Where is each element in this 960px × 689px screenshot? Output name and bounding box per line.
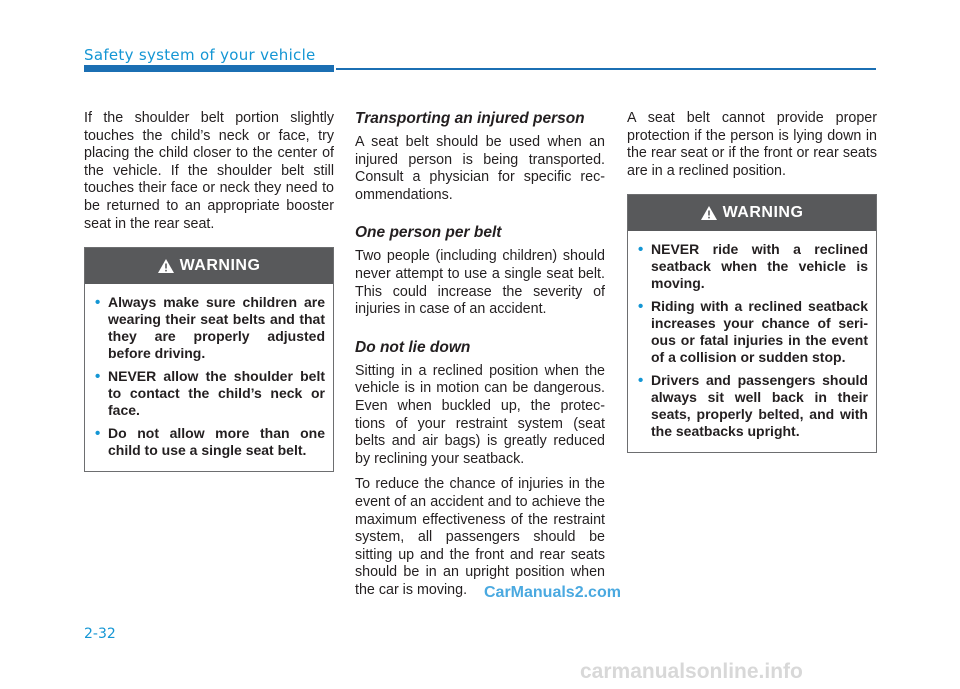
bullet-dot-icon: •: [95, 294, 101, 312]
bullet-dot-icon: •: [638, 241, 644, 259]
watermark-link[interactable]: CarManuals2.com: [484, 584, 621, 601]
bullet-dot-icon: •: [638, 372, 644, 390]
warning-header: [85, 248, 333, 284]
warning-item: • NEVER allow the shoulder belt to contact the child’s neck or face.: [95, 368, 325, 419]
warning-item: • Do not allow more than one child to use a single seat belt.: [95, 425, 325, 459]
header-bar-right: [336, 68, 876, 70]
body-paragraph: If the shoulder belt portion slightly touches the child’s neck or face, try placing the child closer to the center of the vehicle. If the shoulder belt still touches their face or neck they need to be returned to an appropriate booster seat in the rear seat.: [84, 110, 334, 232]
bullet-dot-icon: •: [95, 425, 101, 443]
warning-box: [627, 194, 877, 453]
warning-triangle-icon: [701, 206, 717, 220]
body-paragraph: Sitting in a reclined position when the vehicle is in motion can be dangerous. Even when buckled up, the protec- tions of your restraint system (seat belts and air bags) is greatly reduced by reclining your seatback.: [355, 362, 605, 467]
section-heading: Transporting an injured person: [355, 110, 585, 127]
warning-label: WARNING: [179, 257, 261, 275]
section-heading: Do not lie down: [355, 338, 471, 356]
warning-triangle-icon: [158, 259, 174, 273]
warning-item: • Riding with a reclined seatback increases your chance of seri- ous or fatal injuries in the event of a collision or sudden stop.: [638, 298, 868, 366]
section-heading: One person per belt: [355, 224, 502, 242]
warning-box: [84, 247, 334, 472]
bullet-dot-icon: •: [638, 298, 644, 316]
header-bar-left: [84, 65, 334, 72]
watermark-text: carmanualsonline.info: [580, 660, 803, 683]
body-paragraph: Two people (including children) should never attempt to use a single seat belt. This could increase the severity of injuries in case of an accident.: [355, 248, 605, 318]
column-right: [627, 110, 877, 453]
warning-item: • Always make sure children are wearing their seat belts and that they are properly adjusted before driving.: [95, 294, 325, 362]
warning-label: WARNING: [722, 204, 804, 222]
page-number: 2-32: [84, 626, 116, 642]
header-title: Safety system of your vehicle: [84, 46, 316, 64]
body-paragraph: A seat belt should be used when an injured person is being transported. Consult a physician for specific rec- ommendations.: [355, 134, 605, 203]
column-middle: [355, 110, 605, 607]
warning-item: • NEVER ride with a reclined seatback when the vehicle is moving.: [638, 241, 868, 292]
bullet-dot-icon: •: [95, 368, 101, 386]
column-left: [84, 110, 334, 472]
warning-item: • Drivers and passengers should always sit well back in their seats, properly belted, and with the seatbacks upright.: [638, 372, 868, 440]
body-paragraph: A seat belt cannot provide proper protection if the person is lying down in the rear seat or if the front or rear seats are in a reclined position.: [627, 110, 877, 179]
warning-header: [628, 195, 876, 231]
body-paragraph: To reduce the chance of injuries in the event of an accident and to achieve the maximum effectiveness of the restraint system, all passengers should be sitting up and the front and rear seats should be in an upright position when the car is moving.: [355, 476, 605, 598]
